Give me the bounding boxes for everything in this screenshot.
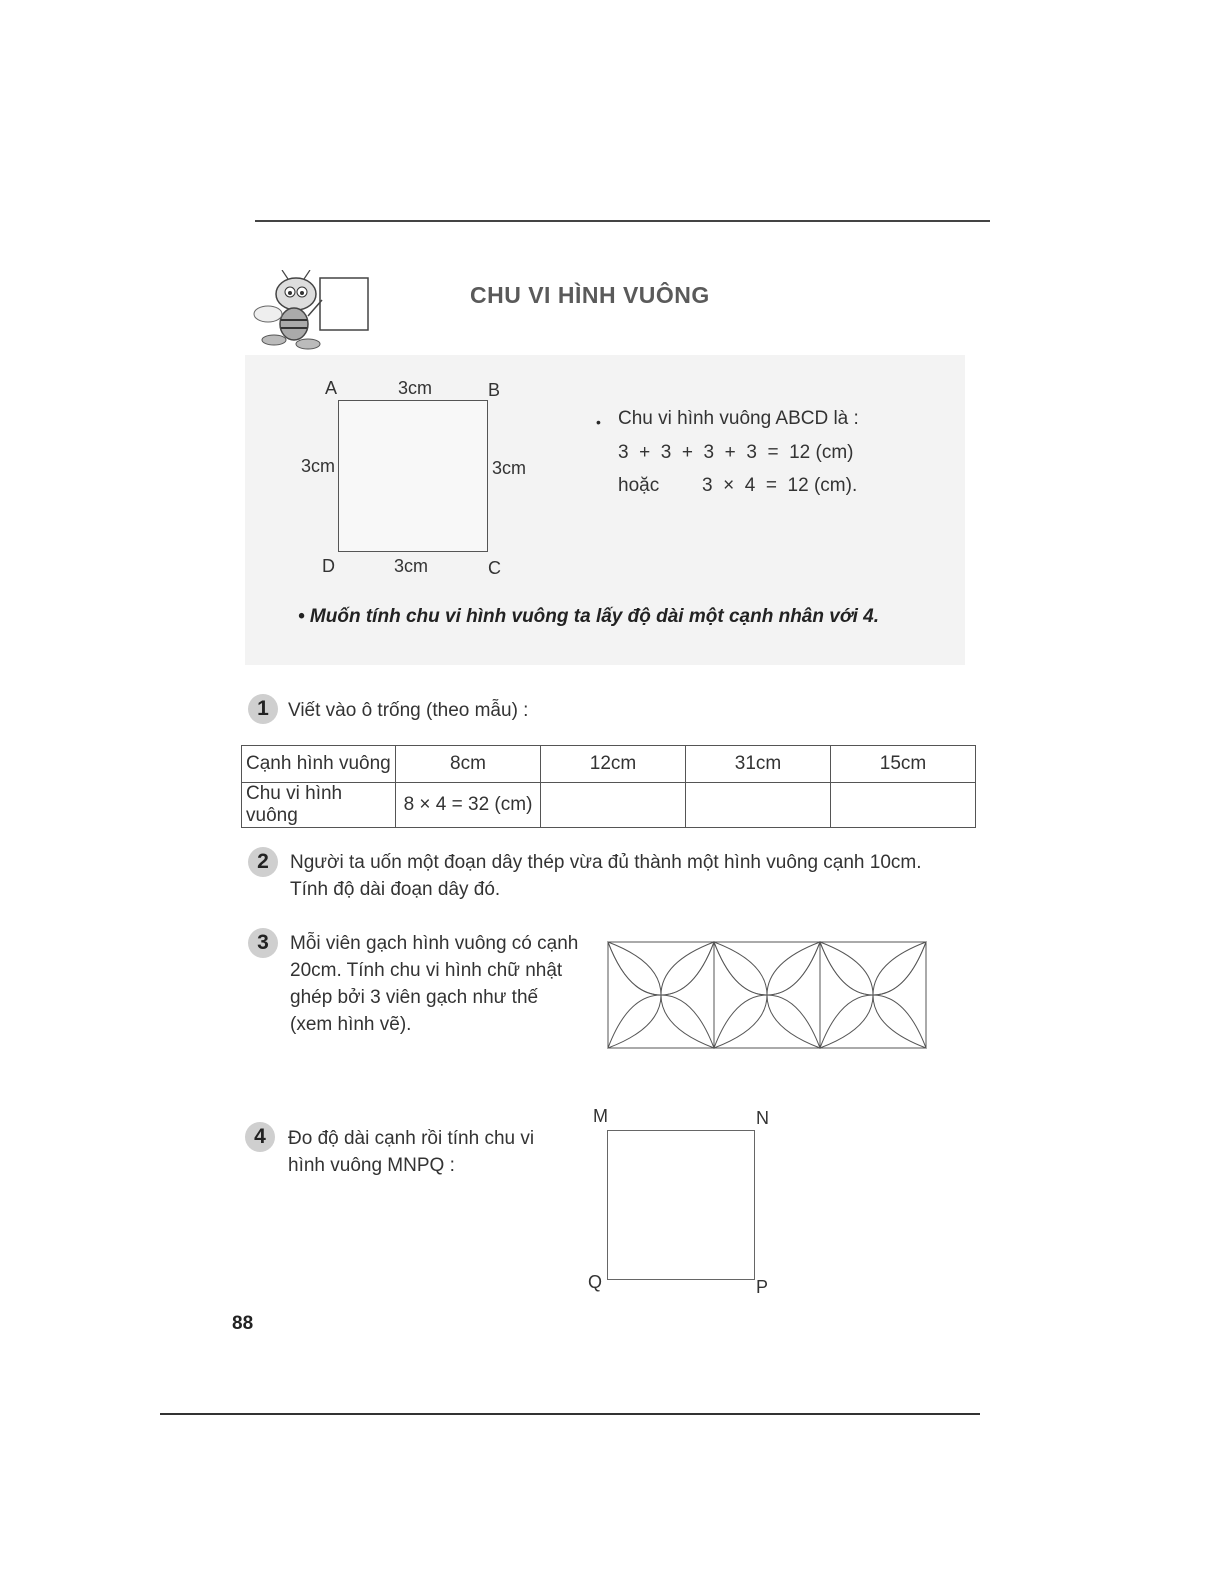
exercise-2-badge: 2 <box>248 847 278 877</box>
vertex-q-label: Q <box>588 1272 603 1292</box>
example-formula-2-prefix: hoặc <box>618 475 660 496</box>
perimeter-cell-4[interactable] <box>831 783 976 828</box>
side-top-label: 3cm <box>398 378 433 398</box>
exercise-2-line-1: Người ta uốn một đoạn dây thép vừa đủ thành một hình vuông cạnh 10cm. <box>290 852 922 873</box>
exercise-3-badge: 3 <box>248 928 278 958</box>
vertex-d-label: D <box>322 556 335 576</box>
square-abcd <box>338 400 488 552</box>
vertex-c-label: C <box>488 558 501 578</box>
vertex-m-label: M <box>593 1106 608 1126</box>
side-right-label: 3cm <box>492 458 527 478</box>
side-cell-4: 15cm <box>831 746 976 783</box>
side-cell-3: 31cm <box>686 746 831 783</box>
tile-2 <box>714 942 820 1048</box>
vertex-n-label: N <box>756 1108 769 1128</box>
exercise-2-line-2: Tính độ dài đoạn dây đó. <box>290 879 501 900</box>
perimeter-cell-1: 8 × 4 = 32 (cm) <box>396 783 541 828</box>
example-statement: Chu vi hình vuông ABCD là : <box>618 408 859 429</box>
square-mnpq <box>607 1130 755 1280</box>
example-formula-1: 3 + 3 + 3 + 3 = 12 (cm) <box>618 442 854 463</box>
exercise-1-table <box>241 745 976 828</box>
exercise-1-instruction: Viết vào ô trống (theo mẫu) : <box>288 700 529 721</box>
rule-statement: • Muốn tính chu vi hình vuông ta lấy độ dài một cạnh nhân với 4. <box>298 606 879 627</box>
exercise-4-badge: 4 <box>245 1122 275 1152</box>
table-row <box>242 746 976 783</box>
exercise-3-line-2: 20cm. Tính chu vi hình chữ nhật <box>290 960 563 981</box>
side-cell-2: 12cm <box>541 746 686 783</box>
row1-header: Cạnh hình vuông <box>242 746 396 783</box>
row2-header: Chu vi hình vuông <box>242 783 396 828</box>
vertex-p-label: P <box>756 1277 769 1297</box>
tile-pattern-figure <box>606 940 930 1052</box>
perimeter-cell-2[interactable] <box>541 783 686 828</box>
exercise-3-line-1: Mỗi viên gạch hình vuông có cạnh <box>290 933 579 954</box>
vertex-a-label: A <box>325 378 338 398</box>
bottom-rule <box>160 1413 980 1415</box>
tile-1 <box>608 942 714 1048</box>
exercise-3-line-4: (xem hình vẽ). <box>290 1014 412 1035</box>
exercise-4-line-2: hình vuông MNPQ : <box>288 1155 455 1176</box>
exercise-1-badge: 1 <box>248 694 278 724</box>
side-left-label: 3cm <box>301 456 336 476</box>
perimeter-cell-3[interactable] <box>686 783 831 828</box>
top-rule <box>255 220 990 222</box>
side-bottom-label: 3cm <box>394 556 429 576</box>
page-title: CHU VI HÌNH VUÔNG <box>470 282 710 308</box>
exercise-3-line-3: ghép bởi 3 viên gạch như thế <box>290 987 539 1008</box>
example-formula-2: 3 × 4 = 12 (cm). <box>702 475 858 496</box>
exercise-4-line-1: Đo độ dài cạnh rồi tính chu vi <box>288 1128 535 1149</box>
vertex-b-label: B <box>488 380 501 400</box>
bee-mascot-icon <box>248 270 378 355</box>
side-cell-1: 8cm <box>396 746 541 783</box>
example-bullet: • <box>596 414 601 430</box>
tile-3 <box>820 942 926 1048</box>
table-row <box>242 783 976 828</box>
page-number: 88 <box>232 1313 254 1334</box>
